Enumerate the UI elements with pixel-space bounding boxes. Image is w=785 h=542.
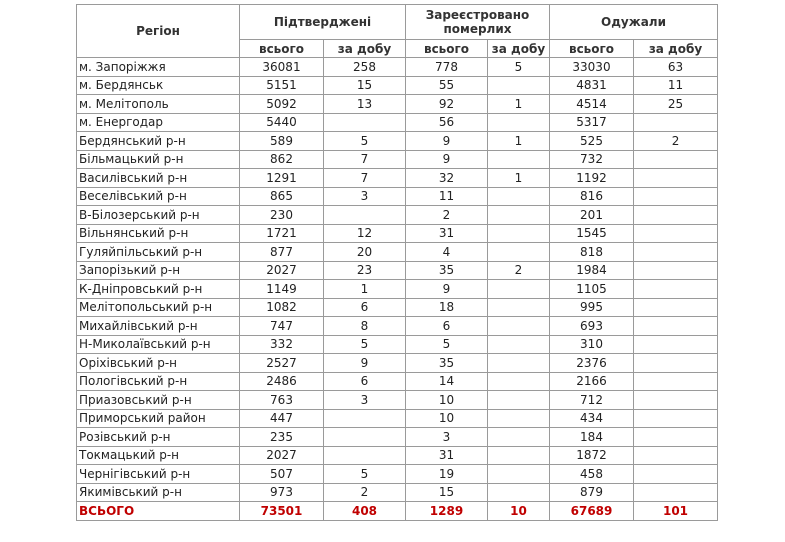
- table-row: [77, 280, 718, 299]
- cell-region-name: Веселівський р-н: [77, 187, 240, 206]
- cell-confirmed-per-day: 5: [324, 335, 406, 354]
- cell-deaths-total: 2: [406, 206, 488, 225]
- cell-confirmed-total: 973: [240, 483, 324, 502]
- cell-confirmed-total: 2027: [240, 261, 324, 280]
- cell-confirmed-per-day: [324, 409, 406, 428]
- cell-recovered-total: 2166: [550, 372, 634, 391]
- cell-deaths-total: 9: [406, 280, 488, 299]
- cell-recovered-per-day: [634, 113, 718, 132]
- cell-recovered-per-day: [634, 169, 718, 188]
- cell-deaths-per-day: [488, 409, 550, 428]
- cell-recovered-total: 33030: [550, 58, 634, 77]
- cell-recovered-total: 434: [550, 409, 634, 428]
- header-deaths: Зареєстровано померлих: [406, 5, 550, 40]
- cell-recovered-total: 184: [550, 428, 634, 447]
- cell-deaths-total: 14: [406, 372, 488, 391]
- cell-recovered-total: 310: [550, 335, 634, 354]
- cell-recovered-total: 818: [550, 243, 634, 262]
- header-recovered: Одужали: [550, 5, 718, 40]
- cell-confirmed-per-day: 23: [324, 261, 406, 280]
- cell-deaths-per-day: [488, 76, 550, 95]
- cell-region-name: Оріхівський р-н: [77, 354, 240, 373]
- cell-recovered-total: 732: [550, 150, 634, 169]
- cell-recovered-total: 693: [550, 317, 634, 336]
- cell-recovered-per-day: 25: [634, 95, 718, 114]
- cell-recovered-per-day: 63: [634, 58, 718, 77]
- cell-confirmed-per-day: 3: [324, 187, 406, 206]
- cell-region-name: Чернігівський р-н: [77, 465, 240, 484]
- cell-confirmed-per-day: 6: [324, 298, 406, 317]
- cell-deaths-total: 32: [406, 169, 488, 188]
- cell-deaths-per-day: [488, 446, 550, 465]
- total-row: [77, 502, 718, 521]
- cell-confirmed-total: 2527: [240, 354, 324, 373]
- table-row: [77, 317, 718, 336]
- cell-deaths-total: 31: [406, 224, 488, 243]
- cell-deaths-per-day: [488, 391, 550, 410]
- cell-deaths-total: 4: [406, 243, 488, 262]
- cell-deaths-total: 56: [406, 113, 488, 132]
- cell-confirmed-total: 447: [240, 409, 324, 428]
- cell-recovered-per-day: [634, 206, 718, 225]
- cell-confirmed-per-day: 258: [324, 58, 406, 77]
- cell-deaths-total: 9: [406, 132, 488, 151]
- cell-recovered-total: 4514: [550, 95, 634, 114]
- cell-confirmed-per-day: 5: [324, 132, 406, 151]
- cell-recovered-per-day: [634, 298, 718, 317]
- cell-recovered-total: 879: [550, 483, 634, 502]
- cell-deaths-per-day: [488, 428, 550, 447]
- cell-deaths-total: 15: [406, 483, 488, 502]
- cell-region-name: К-Дніпровський р-н: [77, 280, 240, 299]
- cell-deaths-total: 18: [406, 298, 488, 317]
- subheader-recovered-total: всього: [550, 40, 634, 58]
- header-confirmed: Підтверджені: [240, 5, 406, 40]
- cell-confirmed-per-day: 8: [324, 317, 406, 336]
- cell-confirmed-total: 507: [240, 465, 324, 484]
- cell-recovered-per-day: [634, 224, 718, 243]
- table-row: [77, 224, 718, 243]
- subheader-deaths-total: всього: [406, 40, 488, 58]
- cell-recovered-per-day: [634, 446, 718, 465]
- cell-confirmed-per-day: [324, 206, 406, 225]
- table-row: [77, 113, 718, 132]
- cell-deaths-per-day: [488, 150, 550, 169]
- table-row: [77, 335, 718, 354]
- cell-recovered-total: 525: [550, 132, 634, 151]
- cell-deaths-total: 92: [406, 95, 488, 114]
- subheader-recovered-per-day: за добу: [634, 40, 718, 58]
- cell-confirmed-per-day: [324, 113, 406, 132]
- cell-confirmed-total: 230: [240, 206, 324, 225]
- cell-confirmed-total: 862: [240, 150, 324, 169]
- total-deaths: 1289: [406, 502, 488, 521]
- cell-recovered-total: 712: [550, 391, 634, 410]
- cell-region-name: Токмацький р-н: [77, 446, 240, 465]
- cell-confirmed-per-day: 7: [324, 150, 406, 169]
- table-row: [77, 58, 718, 77]
- subheader-deaths-per-day: за добу: [488, 40, 550, 58]
- cell-recovered-per-day: [634, 187, 718, 206]
- cell-recovered-total: 1192: [550, 169, 634, 188]
- cell-confirmed-per-day: 12: [324, 224, 406, 243]
- cell-confirmed-total: 5440: [240, 113, 324, 132]
- table-row: [77, 446, 718, 465]
- total-recovered-per-day: 101: [634, 502, 718, 521]
- cell-confirmed-total: 1291: [240, 169, 324, 188]
- cell-deaths-per-day: [488, 465, 550, 484]
- cell-region-name: Якимівський р-н: [77, 483, 240, 502]
- header-region: Регіон: [77, 5, 240, 58]
- cell-recovered-total: 2376: [550, 354, 634, 373]
- cell-region-name: Більмацький р-н: [77, 150, 240, 169]
- cell-confirmed-total: 1082: [240, 298, 324, 317]
- table-row: [77, 298, 718, 317]
- cell-confirmed-total: 877: [240, 243, 324, 262]
- cell-confirmed-per-day: 6: [324, 372, 406, 391]
- cell-recovered-per-day: [634, 280, 718, 299]
- table-row: [77, 409, 718, 428]
- cell-recovered-total: 5317: [550, 113, 634, 132]
- table-row: [77, 169, 718, 188]
- cell-recovered-per-day: [634, 261, 718, 280]
- cell-region-name: Василівський р-н: [77, 169, 240, 188]
- cell-deaths-per-day: [488, 280, 550, 299]
- table-row: [77, 150, 718, 169]
- cell-confirmed-per-day: 5: [324, 465, 406, 484]
- covid-regional-table: [76, 4, 718, 521]
- cell-deaths-total: 5: [406, 335, 488, 354]
- cell-deaths-per-day: 1: [488, 169, 550, 188]
- total-label: ВСЬОГО: [77, 502, 240, 521]
- cell-recovered-per-day: [634, 391, 718, 410]
- cell-recovered-per-day: 11: [634, 76, 718, 95]
- cell-recovered-per-day: 2: [634, 132, 718, 151]
- cell-recovered-per-day: [634, 372, 718, 391]
- cell-recovered-total: 1105: [550, 280, 634, 299]
- cell-recovered-total: 1984: [550, 261, 634, 280]
- cell-deaths-per-day: 1: [488, 132, 550, 151]
- cell-deaths-total: 6: [406, 317, 488, 336]
- cell-deaths-per-day: [488, 187, 550, 206]
- cell-confirmed-per-day: 9: [324, 354, 406, 373]
- cell-region-name: Михайлівський р-н: [77, 317, 240, 336]
- cell-deaths-per-day: [488, 113, 550, 132]
- cell-deaths-total: 55: [406, 76, 488, 95]
- cell-confirmed-total: 2027: [240, 446, 324, 465]
- cell-confirmed-per-day: 2: [324, 483, 406, 502]
- cell-deaths-total: 778: [406, 58, 488, 77]
- table-row: [77, 206, 718, 225]
- cell-deaths-per-day: 1: [488, 95, 550, 114]
- cell-deaths-per-day: [488, 483, 550, 502]
- cell-region-name: Приазовський р-н: [77, 391, 240, 410]
- cell-region-name: Пологівський р-н: [77, 372, 240, 391]
- cell-deaths-per-day: [488, 354, 550, 373]
- total-confirmed-per-day: 408: [324, 502, 406, 521]
- cell-deaths-per-day: 5: [488, 58, 550, 77]
- cell-deaths-per-day: [488, 335, 550, 354]
- table-body: [77, 58, 718, 502]
- cell-region-name: м. Бердянськ: [77, 76, 240, 95]
- table-row: [77, 132, 718, 151]
- cell-confirmed-total: 5092: [240, 95, 324, 114]
- cell-deaths-total: 11: [406, 187, 488, 206]
- total-recovered: 67689: [550, 502, 634, 521]
- cell-region-name: Гуляйпільський р-н: [77, 243, 240, 262]
- cell-region-name: Запорізький р-н: [77, 261, 240, 280]
- cell-confirmed-per-day: 15: [324, 76, 406, 95]
- cell-confirmed-per-day: 7: [324, 169, 406, 188]
- total-confirmed: 73501: [240, 502, 324, 521]
- cell-recovered-per-day: [634, 317, 718, 336]
- cell-recovered-total: 995: [550, 298, 634, 317]
- table-row: [77, 391, 718, 410]
- cell-recovered-total: 458: [550, 465, 634, 484]
- cell-recovered-per-day: [634, 428, 718, 447]
- cell-deaths-total: 31: [406, 446, 488, 465]
- cell-confirmed-total: 36081: [240, 58, 324, 77]
- cell-confirmed-total: 1149: [240, 280, 324, 299]
- cell-confirmed-total: 332: [240, 335, 324, 354]
- cell-deaths-per-day: [488, 243, 550, 262]
- cell-confirmed-total: 747: [240, 317, 324, 336]
- cell-confirmed-total: 2486: [240, 372, 324, 391]
- cell-recovered-total: 1872: [550, 446, 634, 465]
- cell-deaths-per-day: [488, 206, 550, 225]
- cell-confirmed-total: 763: [240, 391, 324, 410]
- cell-confirmed-total: 5151: [240, 76, 324, 95]
- cell-recovered-total: 816: [550, 187, 634, 206]
- subheader-confirmed-per-day: за добу: [324, 40, 406, 58]
- table-row: [77, 261, 718, 280]
- cell-deaths-total: 10: [406, 391, 488, 410]
- cell-confirmed-per-day: 20: [324, 243, 406, 262]
- table-row: [77, 483, 718, 502]
- cell-recovered-total: 1545: [550, 224, 634, 243]
- cell-deaths-per-day: [488, 317, 550, 336]
- cell-region-name: В-Білозерський р-н: [77, 206, 240, 225]
- cell-deaths-total: 19: [406, 465, 488, 484]
- table-row: [77, 187, 718, 206]
- cell-region-name: Вільнянський р-н: [77, 224, 240, 243]
- cell-region-name: Н-Миколаївський р-н: [77, 335, 240, 354]
- table-row: [77, 354, 718, 373]
- cell-recovered-per-day: [634, 483, 718, 502]
- table-row: [77, 76, 718, 95]
- cell-recovered-per-day: [634, 465, 718, 484]
- cell-deaths-total: 35: [406, 261, 488, 280]
- cell-deaths-total: 9: [406, 150, 488, 169]
- cell-confirmed-per-day: [324, 446, 406, 465]
- table-row: [77, 95, 718, 114]
- table-row: [77, 243, 718, 262]
- table-row: [77, 465, 718, 484]
- cell-region-name: м. Мелітополь: [77, 95, 240, 114]
- cell-recovered-per-day: [634, 354, 718, 373]
- cell-recovered-total: 201: [550, 206, 634, 225]
- cell-confirmed-per-day: [324, 428, 406, 447]
- cell-region-name: Мелітопольський р-н: [77, 298, 240, 317]
- cell-deaths-per-day: 2: [488, 261, 550, 280]
- total-deaths-per-day: 10: [488, 502, 550, 521]
- cell-recovered-total: 4831: [550, 76, 634, 95]
- cell-confirmed-total: 235: [240, 428, 324, 447]
- cell-confirmed-per-day: 13: [324, 95, 406, 114]
- cell-deaths-per-day: [488, 298, 550, 317]
- cell-region-name: Приморський район: [77, 409, 240, 428]
- cell-deaths-total: 10: [406, 409, 488, 428]
- cell-region-name: Бердянський р-н: [77, 132, 240, 151]
- table-row: [77, 372, 718, 391]
- cell-region-name: м. Запоріжжя: [77, 58, 240, 77]
- cell-confirmed-total: 1721: [240, 224, 324, 243]
- cell-deaths-total: 35: [406, 354, 488, 373]
- cell-recovered-per-day: [634, 409, 718, 428]
- cell-deaths-total: 3: [406, 428, 488, 447]
- cell-confirmed-total: 865: [240, 187, 324, 206]
- cell-region-name: м. Енергодар: [77, 113, 240, 132]
- cell-region-name: Розівський р-н: [77, 428, 240, 447]
- cell-deaths-per-day: [488, 224, 550, 243]
- table-row: [77, 428, 718, 447]
- cell-recovered-per-day: [634, 150, 718, 169]
- cell-confirmed-per-day: 1: [324, 280, 406, 299]
- cell-confirmed-per-day: 3: [324, 391, 406, 410]
- cell-deaths-per-day: [488, 372, 550, 391]
- cell-recovered-per-day: [634, 335, 718, 354]
- cell-recovered-per-day: [634, 243, 718, 262]
- cell-confirmed-total: 589: [240, 132, 324, 151]
- subheader-confirmed-total: всього: [240, 40, 324, 58]
